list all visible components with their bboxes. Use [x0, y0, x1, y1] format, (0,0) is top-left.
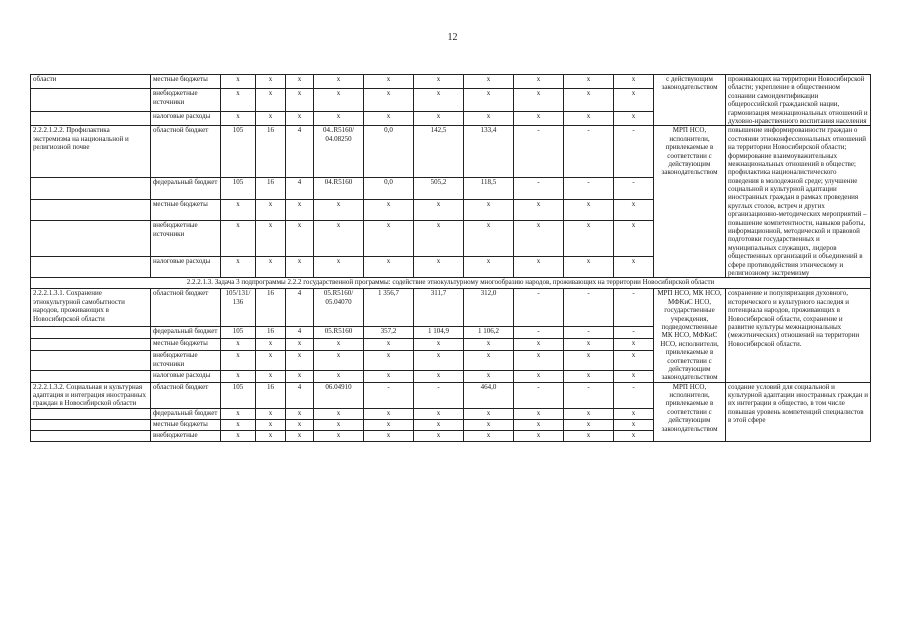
value-cell: x — [514, 89, 564, 112]
value-cell: x — [286, 370, 314, 382]
value-cell: x — [564, 256, 614, 278]
value-cell: 06.04910 — [314, 382, 364, 408]
result-cell: проживающих на территории Новосибирской области; укрепление в общественном сознании самоидентификации общероссийской гражданской нации, гармонизация межнациональных отношений и духовно-нравственного воспитания населения — [726, 75, 871, 126]
funding-source-cell: налоговые расходы — [151, 112, 221, 126]
value-cell: 105 — [221, 327, 256, 339]
value-cell: x — [286, 199, 314, 221]
value-cell: x — [364, 221, 414, 256]
value-cell: x — [414, 112, 464, 126]
value-cell: x — [364, 339, 414, 351]
value-cell: 16 — [256, 126, 286, 178]
value-cell: x — [414, 89, 464, 112]
funding-source-cell: местные бюджеты — [151, 75, 221, 89]
value-cell: x — [414, 221, 464, 256]
value-cell: x — [564, 339, 614, 351]
event-name-cell — [31, 351, 151, 370]
value-cell: x — [314, 351, 364, 370]
event-name-cell — [31, 370, 151, 382]
value-cell: x — [564, 75, 614, 89]
value-cell: x — [464, 430, 514, 441]
value-cell: x — [414, 256, 464, 278]
value-cell: 16 — [256, 327, 286, 339]
value-cell: x — [364, 75, 414, 89]
value-cell: x — [414, 199, 464, 221]
value-cell: 16 — [256, 178, 286, 200]
value-cell: 357,2 — [364, 327, 414, 339]
funding-source-cell: местные бюджеты — [151, 199, 221, 221]
value-cell: x — [221, 112, 256, 126]
executor-cell: МРП НСО, МК НСО, МФКиС НСО, государственные учреждения, подведомственные МК НСО, МФКиС НСО, исполнители, привлекаемые в соответствии с действующим законодательством — [654, 289, 726, 382]
value-cell: x — [614, 430, 654, 441]
value-cell: 118,5 — [464, 178, 514, 200]
value-cell: - — [514, 126, 564, 178]
value-cell: x — [314, 221, 364, 256]
value-cell: 04..R5160/ 04.08250 — [314, 126, 364, 178]
value-cell: x — [364, 112, 414, 126]
funding-source-cell: федеральный бюджет — [151, 178, 221, 200]
value-cell: 105/131/ 136 — [221, 289, 256, 327]
funding-source-cell: налоговые расходы — [151, 256, 221, 278]
value-cell: x — [256, 351, 286, 370]
value-cell: x — [221, 199, 256, 221]
value-cell: 105 — [221, 126, 256, 178]
value-cell: x — [414, 351, 464, 370]
value-cell: x — [221, 430, 256, 441]
funding-source-cell: налоговые расходы — [151, 370, 221, 382]
executor-cell: МРП НСО, исполнители, привлекаемые в соответствии с действующим законодательством — [654, 126, 726, 278]
value-cell: x — [221, 408, 256, 419]
event-name-cell — [31, 408, 151, 419]
value-cell: x — [464, 370, 514, 382]
value-cell: x — [286, 430, 314, 441]
result-cell: сохранение и популяризация духовного, исторического и культурного наследия и потенциала народов, проживающих в Новосибирской области, сохранение и развитие культуры межнациональных (межэтнических) отношений на территории Новосибирской области. — [726, 289, 871, 382]
value-cell: x — [464, 221, 514, 256]
value-cell: x — [286, 419, 314, 430]
value-cell: - — [514, 289, 564, 327]
table-row — [31, 75, 871, 89]
value-cell: x — [414, 408, 464, 419]
value-cell: 1 104,9 — [414, 327, 464, 339]
value-cell: 05.R5160/ 05.04070 — [314, 289, 364, 327]
value-cell: x — [364, 199, 414, 221]
event-name-cell — [31, 256, 151, 278]
value-cell: 505,2 — [414, 178, 464, 200]
value-cell: x — [564, 351, 614, 370]
value-cell: 4 — [286, 126, 314, 178]
value-cell: x — [221, 75, 256, 89]
value-cell: - — [614, 126, 654, 178]
event-name-cell — [31, 221, 151, 256]
funding-source-cell: федеральный бюджет — [151, 408, 221, 419]
value-cell: 04.R5160 — [314, 178, 364, 200]
value-cell: x — [314, 199, 364, 221]
value-cell: x — [286, 408, 314, 419]
value-cell: x — [364, 256, 414, 278]
value-cell: x — [564, 89, 614, 112]
value-cell: - — [514, 382, 564, 408]
value-cell: x — [614, 89, 654, 112]
value-cell: x — [514, 370, 564, 382]
event-name-cell: 2.2.2.1.2.2. Профилактика экстремизма на национальной и религиозной почве — [31, 126, 151, 178]
value-cell: x — [286, 112, 314, 126]
value-cell: x — [221, 370, 256, 382]
value-cell: x — [256, 221, 286, 256]
value-cell: x — [564, 199, 614, 221]
funding-source-cell: федеральный бюджет — [151, 327, 221, 339]
value-cell: - — [614, 178, 654, 200]
value-cell: x — [614, 112, 654, 126]
value-cell: - — [564, 126, 614, 178]
table-body — [31, 75, 871, 442]
table-row — [31, 126, 871, 178]
value-cell: x — [286, 351, 314, 370]
value-cell: x — [286, 75, 314, 89]
value-cell: 105 — [221, 178, 256, 200]
value-cell: x — [614, 256, 654, 278]
value-cell: x — [364, 351, 414, 370]
value-cell: 464,0 — [464, 382, 514, 408]
value-cell: x — [314, 370, 364, 382]
value-cell: x — [364, 408, 414, 419]
value-cell: 4 — [286, 382, 314, 408]
value-cell: 4 — [286, 178, 314, 200]
funding-source-cell: внебюджетные источники — [151, 89, 221, 112]
value-cell: 312,0 — [464, 289, 514, 327]
value-cell: x — [514, 256, 564, 278]
value-cell: - — [514, 327, 564, 339]
value-cell: x — [614, 221, 654, 256]
event-name-cell: 2.2.2.1.3.2. Социальная и культурная адаптация и интеграция иностранных граждан в Новосибирской области — [31, 382, 151, 408]
section-row — [31, 278, 871, 289]
executor-cell: МРП НСО, исполнители, привлекаемые в соответствии с действующим законодательством — [654, 382, 726, 441]
value-cell: x — [364, 419, 414, 430]
value-cell: x — [464, 408, 514, 419]
value-cell: x — [256, 75, 286, 89]
value-cell: - — [564, 382, 614, 408]
value-cell: x — [614, 408, 654, 419]
value-cell: x — [614, 351, 654, 370]
value-cell: x — [464, 419, 514, 430]
event-name-cell — [31, 430, 151, 441]
value-cell: 4 — [286, 327, 314, 339]
value-cell: x — [221, 419, 256, 430]
value-cell: - — [614, 327, 654, 339]
value-cell: 0,0 — [364, 178, 414, 200]
value-cell: 16 — [256, 382, 286, 408]
value-cell: x — [564, 419, 614, 430]
value-cell: x — [221, 351, 256, 370]
value-cell: x — [514, 351, 564, 370]
value-cell: x — [414, 339, 464, 351]
value-cell: x — [464, 89, 514, 112]
value-cell: x — [614, 339, 654, 351]
funding-source-cell: внебюджетные — [151, 430, 221, 441]
value-cell: x — [514, 339, 564, 351]
value-cell: x — [414, 370, 464, 382]
result-cell: создание условий для социальной и культурной адаптации иностранных граждан и их интеграции в общество, в том числе повышая уровень компетенций специалистов в этой сфере — [726, 382, 871, 441]
funding-source-cell: областной бюджет — [151, 382, 221, 408]
event-name-cell — [31, 327, 151, 339]
value-cell: x — [221, 221, 256, 256]
value-cell: x — [414, 75, 464, 89]
value-cell: 05.R5160 — [314, 327, 364, 339]
value-cell: x — [464, 199, 514, 221]
value-cell: 0,0 — [364, 126, 414, 178]
value-cell: x — [614, 370, 654, 382]
value-cell: - — [564, 327, 614, 339]
section-title: 2.2.2.1.3. Задача 3 подпрограммы 2.2.2 государственной программы: содействие этнокультурному многообразию народов, проживающих на территории Новосибирской области — [31, 278, 871, 289]
value-cell: x — [221, 256, 256, 278]
value-cell: x — [564, 221, 614, 256]
value-cell: x — [286, 221, 314, 256]
funding-source-cell: областной бюджет — [151, 289, 221, 327]
value-cell: x — [364, 89, 414, 112]
executor-cell: с действующим законодательством — [654, 75, 726, 126]
value-cell: x — [286, 89, 314, 112]
value-cell: x — [414, 430, 464, 441]
value-cell: x — [514, 75, 564, 89]
value-cell: - — [514, 178, 564, 200]
value-cell: x — [286, 339, 314, 351]
value-cell: x — [314, 430, 364, 441]
value-cell: x — [564, 112, 614, 126]
value-cell: - — [564, 178, 614, 200]
value-cell: x — [514, 419, 564, 430]
value-cell: x — [256, 339, 286, 351]
event-name-cell — [31, 339, 151, 351]
value-cell: x — [314, 339, 364, 351]
funding-source-cell: местные бюджеты — [151, 419, 221, 430]
value-cell: x — [614, 199, 654, 221]
value-cell: x — [256, 408, 286, 419]
value-cell: x — [464, 351, 514, 370]
value-cell: x — [514, 199, 564, 221]
value-cell: 311,7 — [414, 289, 464, 327]
result-cell: повышение информированности граждан о состоянии этноконфессиональных отношений на территории Новосибирской области; формирование взаимоуважительных межнациональных отношений в обществе; профилактика националистического поведения в молодежной среде; улучшение социальной и культурной адаптации иностранных граждан в рамках проведения круглых столов, встреч и других организационно-методических мероприятий – повышение компетентности, навыков работы, информационной, методической и правовой подготовки государственных и муниципальных служащих, лидеров общественных организаций и объединений в сфере противодействия этническому и религиозному экстремизму — [726, 126, 871, 278]
value-cell: x — [221, 339, 256, 351]
value-cell: 4 — [286, 289, 314, 327]
value-cell: x — [514, 430, 564, 441]
value-cell: x — [464, 339, 514, 351]
event-name-cell — [31, 419, 151, 430]
value-cell: x — [314, 112, 364, 126]
value-cell: x — [314, 419, 364, 430]
value-cell: x — [564, 370, 614, 382]
event-name-cell: 2.2.2.1.3.1. Сохранение этнокультурной самобытности народов, проживающих в Новосибирской области — [31, 289, 151, 327]
event-name-cell — [31, 178, 151, 200]
value-cell: x — [614, 419, 654, 430]
event-name-cell — [31, 199, 151, 221]
value-cell: x — [514, 408, 564, 419]
value-cell: x — [414, 419, 464, 430]
value-cell: 142,5 — [414, 126, 464, 178]
value-cell: - — [414, 382, 464, 408]
value-cell: x — [256, 370, 286, 382]
table-row — [31, 289, 871, 327]
event-name-cell — [31, 112, 151, 126]
value-cell: x — [464, 75, 514, 89]
value-cell: x — [314, 256, 364, 278]
value-cell: x — [286, 256, 314, 278]
value-cell: x — [256, 89, 286, 112]
value-cell: x — [314, 75, 364, 89]
value-cell: x — [614, 75, 654, 89]
funding-source-cell: внебюджетные источники — [151, 351, 221, 370]
value-cell: x — [364, 370, 414, 382]
funding-source-cell: областной бюджет — [151, 126, 221, 178]
value-cell: x — [314, 89, 364, 112]
value-cell: 1 356,7 — [364, 289, 414, 327]
value-cell: x — [256, 112, 286, 126]
value-cell: 16 — [256, 289, 286, 327]
value-cell: x — [221, 89, 256, 112]
value-cell: 133,4 — [464, 126, 514, 178]
value-cell: x — [256, 430, 286, 441]
value-cell: - — [364, 382, 414, 408]
value-cell: x — [314, 408, 364, 419]
value-cell: x — [256, 199, 286, 221]
page-number: 12 — [447, 32, 458, 43]
table-row — [31, 382, 871, 408]
value-cell: - — [564, 289, 614, 327]
event-name-cell — [31, 89, 151, 112]
value-cell: x — [256, 419, 286, 430]
value-cell: x — [564, 430, 614, 441]
value-cell: 1 106,2 — [464, 327, 514, 339]
value-cell: x — [514, 221, 564, 256]
funding-source-cell: внебюджетные источники — [151, 221, 221, 256]
value-cell: x — [564, 408, 614, 419]
funding-source-cell: местные бюджеты — [151, 339, 221, 351]
value-cell: x — [514, 112, 564, 126]
value-cell: 105 — [221, 382, 256, 408]
program-table — [30, 74, 871, 442]
value-cell: x — [364, 430, 414, 441]
value-cell: x — [464, 256, 514, 278]
value-cell: x — [464, 112, 514, 126]
value-cell: - — [614, 382, 654, 408]
value-cell: x — [256, 256, 286, 278]
event-name-cell: области — [31, 75, 151, 89]
value-cell: - — [614, 289, 654, 327]
